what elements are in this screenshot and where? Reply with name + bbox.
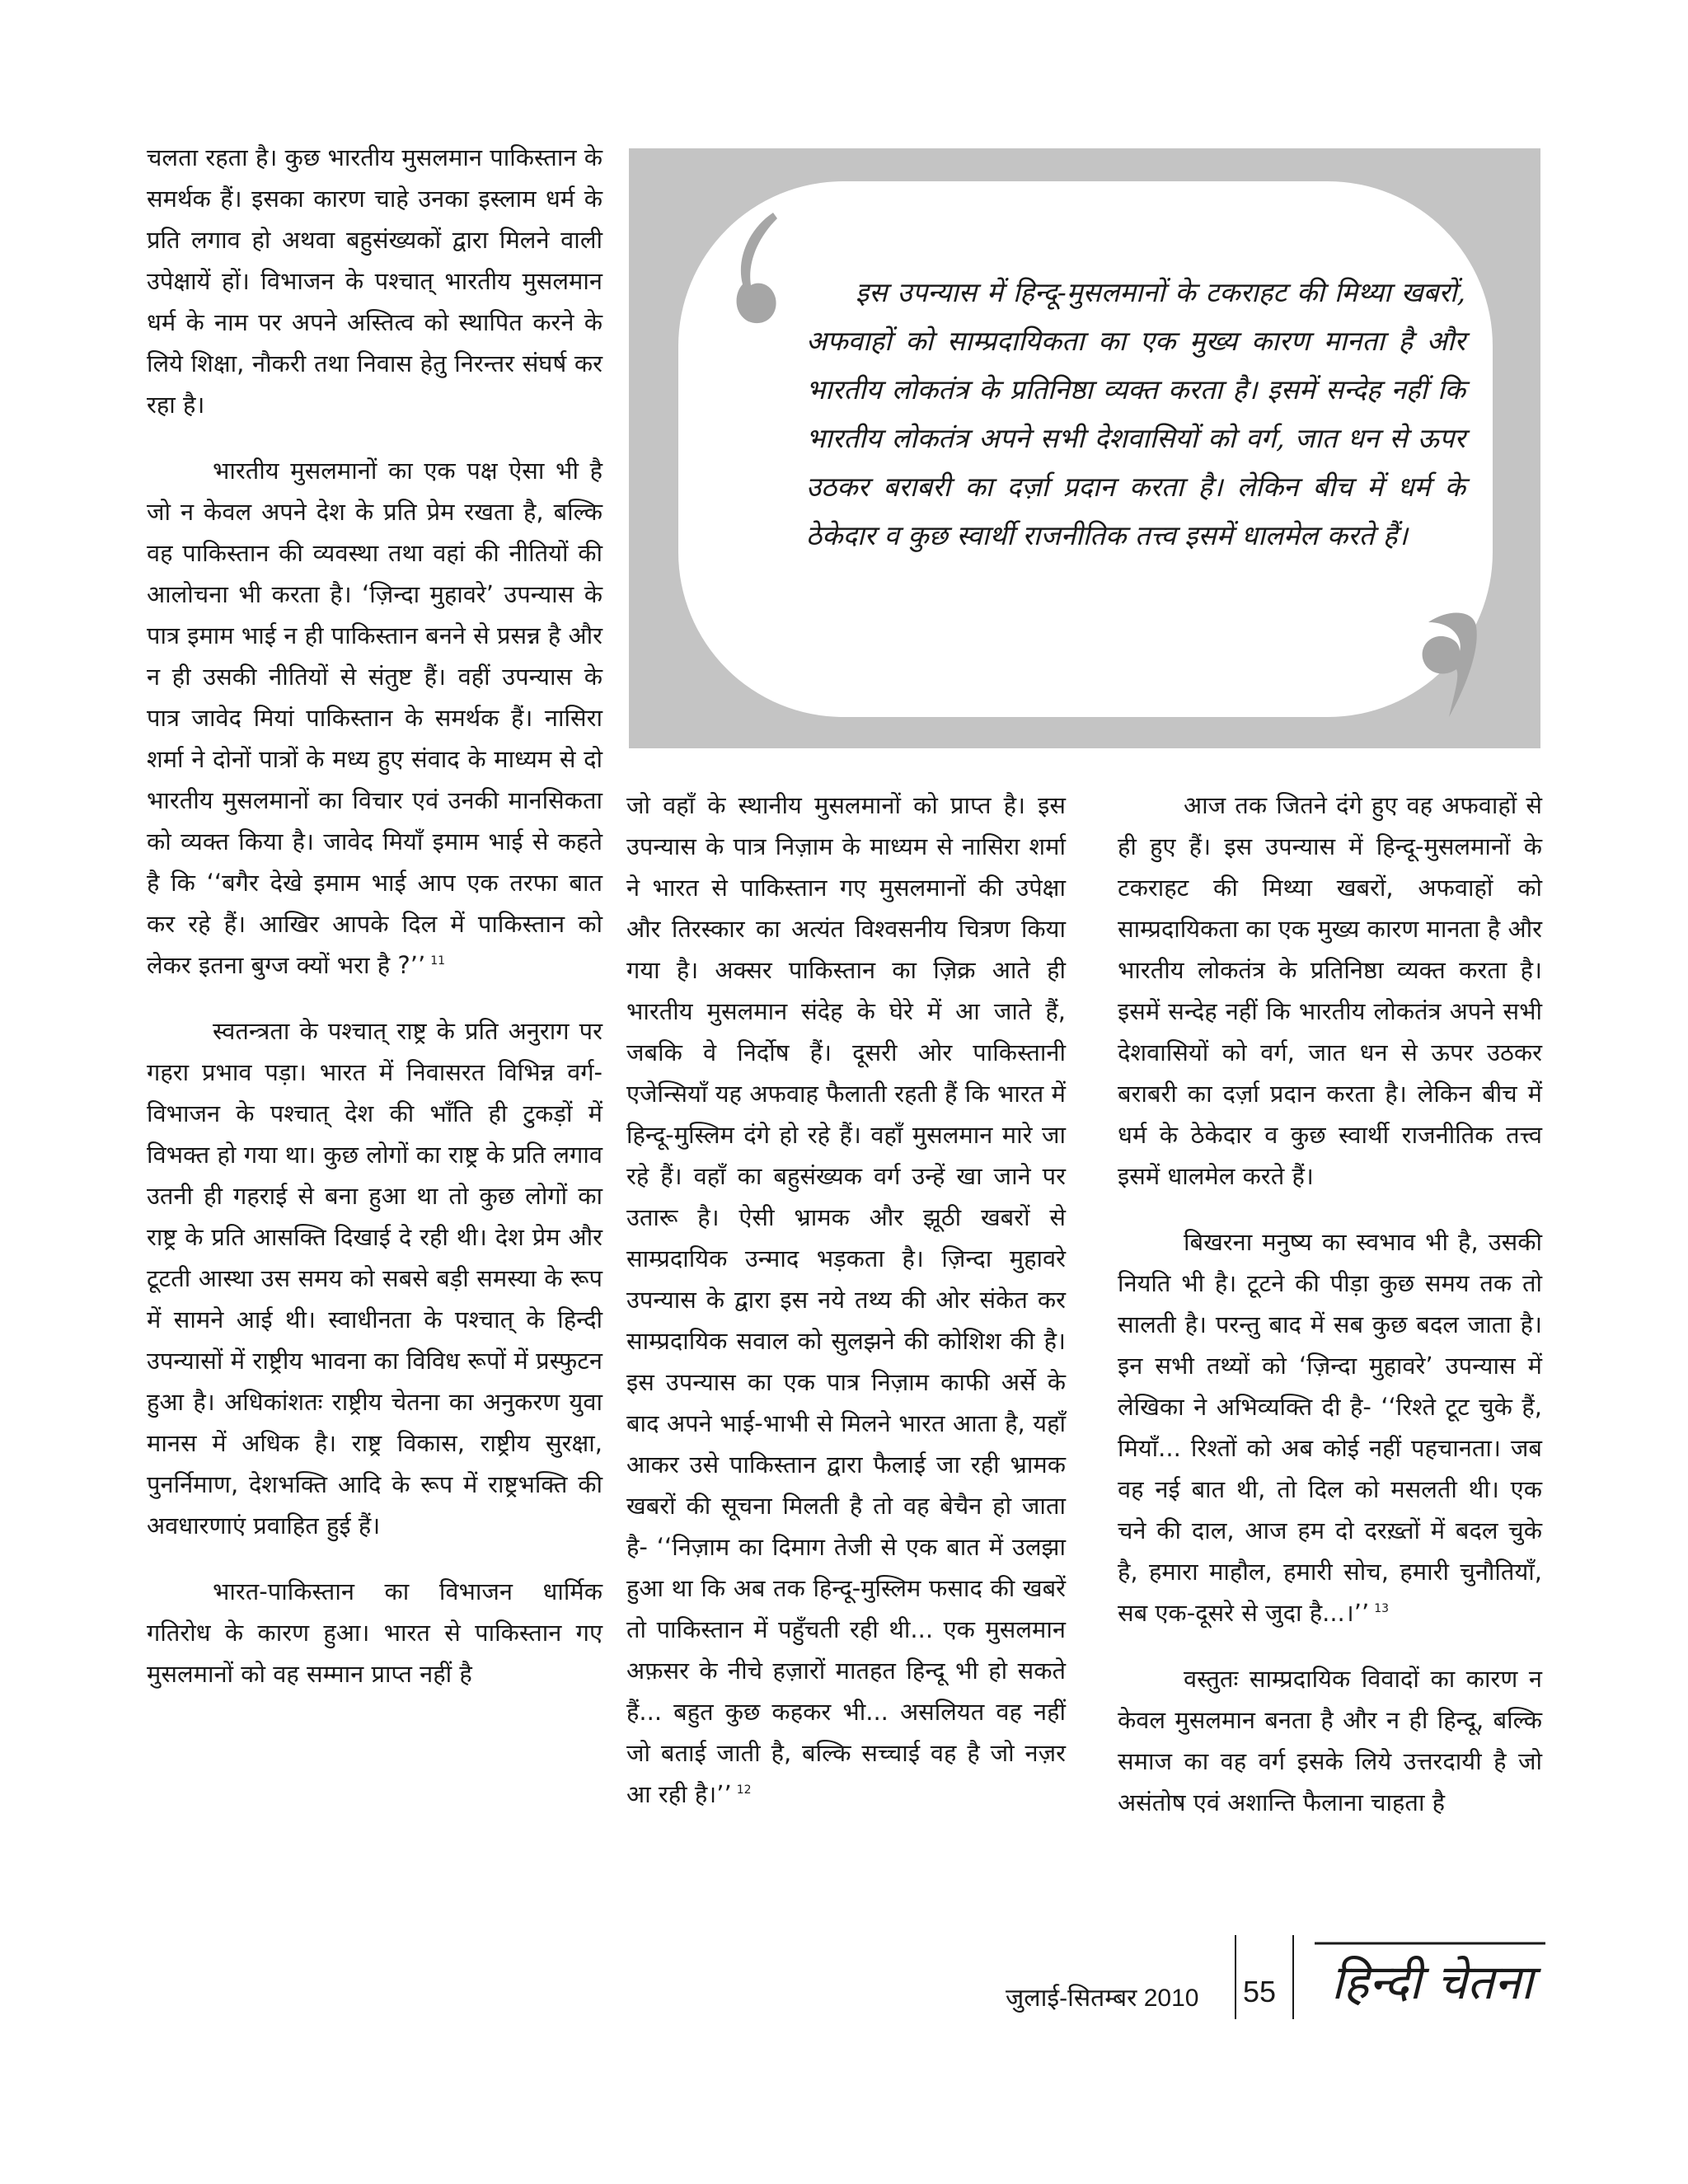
left-paragraph-2 bbox=[147, 450, 603, 986]
footnote-marker-13: 13 bbox=[1374, 1602, 1390, 1616]
left-paragraph-1: चलता रहता है। कुछ भारतीय मुसलमान पाकिस्तान के समर्थक हैं। इसका कारण चाहे उनका इस्लाम धर्म के प्रति लगाव हो अथवा बहुसंख्यकों द्वारा मिलने वाली उपेक्षायें हों। विभाजन के पश्चात् भारतीय मुसलमान धर्म के नाम पर अपने अस्तित्व को स्थापित करने के लिये शिक्षा, नौकरी तथा निवास हेतु निरन्तर संघर्ष कर रहा है। bbox=[147, 143, 603, 419]
right-paragraph-3: वस्तुतः साम्प्रदायिक विवादों का कारण न केवल मुसलमान बनता है और न ही हिन्दू, बल्कि समाज का वह वर्ग इसके लिये उत्तरदायी है जो असंतोष एवं अशान्ति फैलाना चाहता है bbox=[1118, 1665, 1542, 1816]
footer-divider bbox=[1235, 1935, 1236, 2019]
left-paragraph-2-text: भारतीय मुसलमानों का एक पक्ष ऐसा भी है जो न केवल अपने देश के प्रति प्रेम रखता है, बल्कि वह पाकिस्तान की व्यवस्था तथा वहां की नीतियों की आलोचना भी करता है। ‘ज़िन्दा मुहावरे’ उपन्यास के पात्र इमाम भाई न ही पाकिस्तान बनने से प्रसन्न है और न ही उसकी नीतियों से संतुष्ट हैं। वहीं उपन्यास के पात्र जावेद मियां पाकिस्तान के समर्थक हैं। नासिरा शर्मा ने दोनों पात्रों के मध्य हुए संवाद के माध्यम से दो भारतीय मुसलमानों का विचार एवं उनकी मानसिकता को व्यक्त किया है। जावेद मियाँ इमाम भाई से कहते है कि ‘‘बगैर देखे इमाम भाई आप एक तरफा बात कर रहे हैं। आखिर आपके दिल में पाकिस्तान को लेकर इतना बुग्ज क्यों भरा है ?’’ bbox=[147, 457, 603, 979]
right-paragraph-2 bbox=[1118, 1221, 1542, 1633]
magazine-logo-text: हिन्दी चेतना bbox=[1331, 1954, 1534, 2010]
close-quote-mark-icon bbox=[1404, 602, 1486, 725]
pull-quote-panel bbox=[629, 148, 1540, 748]
page-number: 55 bbox=[1243, 1975, 1277, 2008]
pull-quote-bubble bbox=[678, 181, 1493, 717]
right-paragraph-2-text: बिखरना मनुष्य का स्वभाव भी है, उसकी नियति भी है। टूटने की पीड़ा कुछ समय तक तो सालती है। परन्तु बाद में सब कुछ बदल जाता है। इन सभी तथ्यों को ‘ज़िन्दा मुहावरे’ उपन्यास में लेखिका ने अभिव्यक्ति दी है- ‘‘रिश्ते टूट चुके हैं, मियाँ... रिश्तों को अब कोई नहीं पहचानता। जब वह नई बात थी, तो दिल को मसलती थी। एक चने की दाल, आज हम दो दरख़्तों में बदल चुके है, हमारा माहौल, हमारी सोच, हमारी चुनौतियाँ, सब एक-दूसरे से जुदा है...।’’ bbox=[1118, 1228, 1542, 1627]
middle-column bbox=[626, 785, 1066, 1840]
footnote-marker-11: 11 bbox=[430, 954, 446, 968]
left-paragraph-3: स्वतन्त्रता के पश्चात् राष्ट्र के प्रति अनुराग पर गहरा प्रभाव पड़ा। भारत में निवासरत विभिन्न वर्ग-विभाजन के पश्चात् देश की भाँति ही टुकड़ों में विभक्त हो गया था। कुछ लोगों का राष्ट्र के प्रति लगाव उतनी ही गहराई से बना हुआ था तो कुछ लोगों का राष्ट्र के प्रति आसक्ति दिखाई दे रही थी। देश प्रेम और टूटती आस्था उस समय को सबसे बड़ी समस्या के रूप में सामने आई थी। स्वाधीनता के पश्चात् के हिन्दी उपन्यासों में राष्ट्रीय भावना का विविध रूपों में प्रस्फुटन हुआ है। अधिकांशतः राष्ट्रीय चेतना का अनुकरण युवा मानस में अधिक है। राष्ट्र विकास, राष्ट्रीय सुरक्षा, पुनर्निमाण, देशभक्ति आदि के रूप में राष्ट्रभक्ति की अवधारणाएं प्रवाहित हुई हैं। bbox=[147, 1017, 603, 1540]
footer-divider-2 bbox=[1292, 1935, 1294, 2019]
pull-quote-text: इस उपन्यास में हिन्दू-मुसलमानों के टकराहट की मिथ्या खबरों, अफवाहों को साम्प्रदायिकता का एक मुख्य कारण मानता है और भारतीय लोकतंत्र के प्रतिनिष्ठा व्यक्त करता है। इसमें सन्देह नहीं कि भारतीय लोकतंत्र अपने सभी देशवासियों को वर्ग, जात धन से ऊपर उठकर बराबरी का दर्ज़ा प्रदान करता है। लेकिन बीच में धर्म के ठेकेदार व कुछ स्वार्थी राजनीतिक तत्त्व इसमें धालमेल करते हैं। bbox=[806, 276, 1465, 551]
middle-paragraph-1 bbox=[626, 785, 1066, 1815]
open-quote-mark-icon bbox=[720, 206, 794, 330]
right-column bbox=[1118, 785, 1542, 1848]
left-paragraph-4: भारत-पाकिस्तान का विभाजन धार्मिक गतिरोध के कारण हुआ। भारत से पाकिस्तान गए मुसलमानों को वह सम्मान प्राप्त नहीं है bbox=[147, 1577, 603, 1688]
magazine-logo bbox=[1306, 1920, 1554, 2019]
right-paragraph-1: आज तक जितने दंगे हुए वह अफवाहों से ही हुए हैं। इस उपन्यास में हिन्दू-मुसलमानों के टकराहट की मिथ्या खबरों, अफवाहों को साम्प्रदायिकता का एक मुख्य कारण मानता है और भारतीय लोकतंत्र के प्रतिनिष्ठा व्यक्त करता है। इसमें सन्देह नहीं कि भारतीय लोकतंत्र अपने सभी देशवासियों को वर्ग, जात धन से ऊपर उठकर बराबरी का दर्ज़ा प्रदान करता है। लेकिन बीच में धर्म के ठेकेदार व कुछ स्वार्थी राजनीतिक तत्त्व इसमें धालमेल करते हैं। bbox=[1118, 791, 1542, 1190]
middle-paragraph-1-text: जो वहाँ के स्थानीय मुसलमानों को प्राप्त है। इस उपन्यास के पात्र निज़ाम के माध्यम से नासिरा शर्मा ने भारत से पाकिस्तान गए मुसलमानों की उपेक्षा और तिरस्कार का अत्यंत विश्वसनीय चित्रण किया गया है। अक्सर पाकिस्तान का ज़िक्र आते ही भारतीय मुसलमान संदेह के घेरे में आ जाते हैं, जबकि वे निर्दोष हैं। दूसरी ओर पाकिस्तानी एजेन्सियाँ यह अफवाह फैलाती रहती हैं कि भारत में हिन्दू-मुस्लिम दंगे हो रहे हैं। वहाँ मुसलमान मारे जा रहे हैं। वहाँ का बहुसंख्यक वर्ग उन्हें खा जाने पर उतारू है। ऐसी भ्रामक और झूठी खबरों से साम्प्रदायिक उन्माद भड़कता है। ज़िन्दा मुहावरे उपन्यास के द्वारा इस नये तथ्य की ओर संकेत कर साम्प्रदायिक सवाल को सुलझने की कोशिश की है। इस उपन्यास का एक पात्र निज़ाम काफी अर्से के बाद अपने भाई-भाभी से मिलने भारत आता है, यहाँ आकर उसे पाकिस्तान द्वारा फैलाई जा रही भ्रामक खबरों की सूचना मिलती है तो वह बेचैन हो जाता है- ‘‘निज़ाम का दिमाग तेजी से एक बात में उलझा हुआ था कि अब तक हिन्दू-मुस्लिम फसाद की खबरें तो पाकिस्तान में पहुँचती रही थी... एक मुसलमान अफ़सर के नीचे हज़ारों मातहत हिन्दू भी हो सकते हैं... बहुत कुछ कहकर भी... असलियत वह नहीं जो बताई जाती है, बल्कि सच्चाई वह है जो नज़र आ रही है।’’ bbox=[626, 791, 1066, 1808]
left-column bbox=[147, 137, 603, 1719]
page-footer bbox=[989, 1920, 1566, 2019]
footnote-marker-12: 12 bbox=[736, 1783, 752, 1797]
issue-date: जुलाई-सितम्बर 2010 bbox=[1006, 1985, 1199, 2012]
